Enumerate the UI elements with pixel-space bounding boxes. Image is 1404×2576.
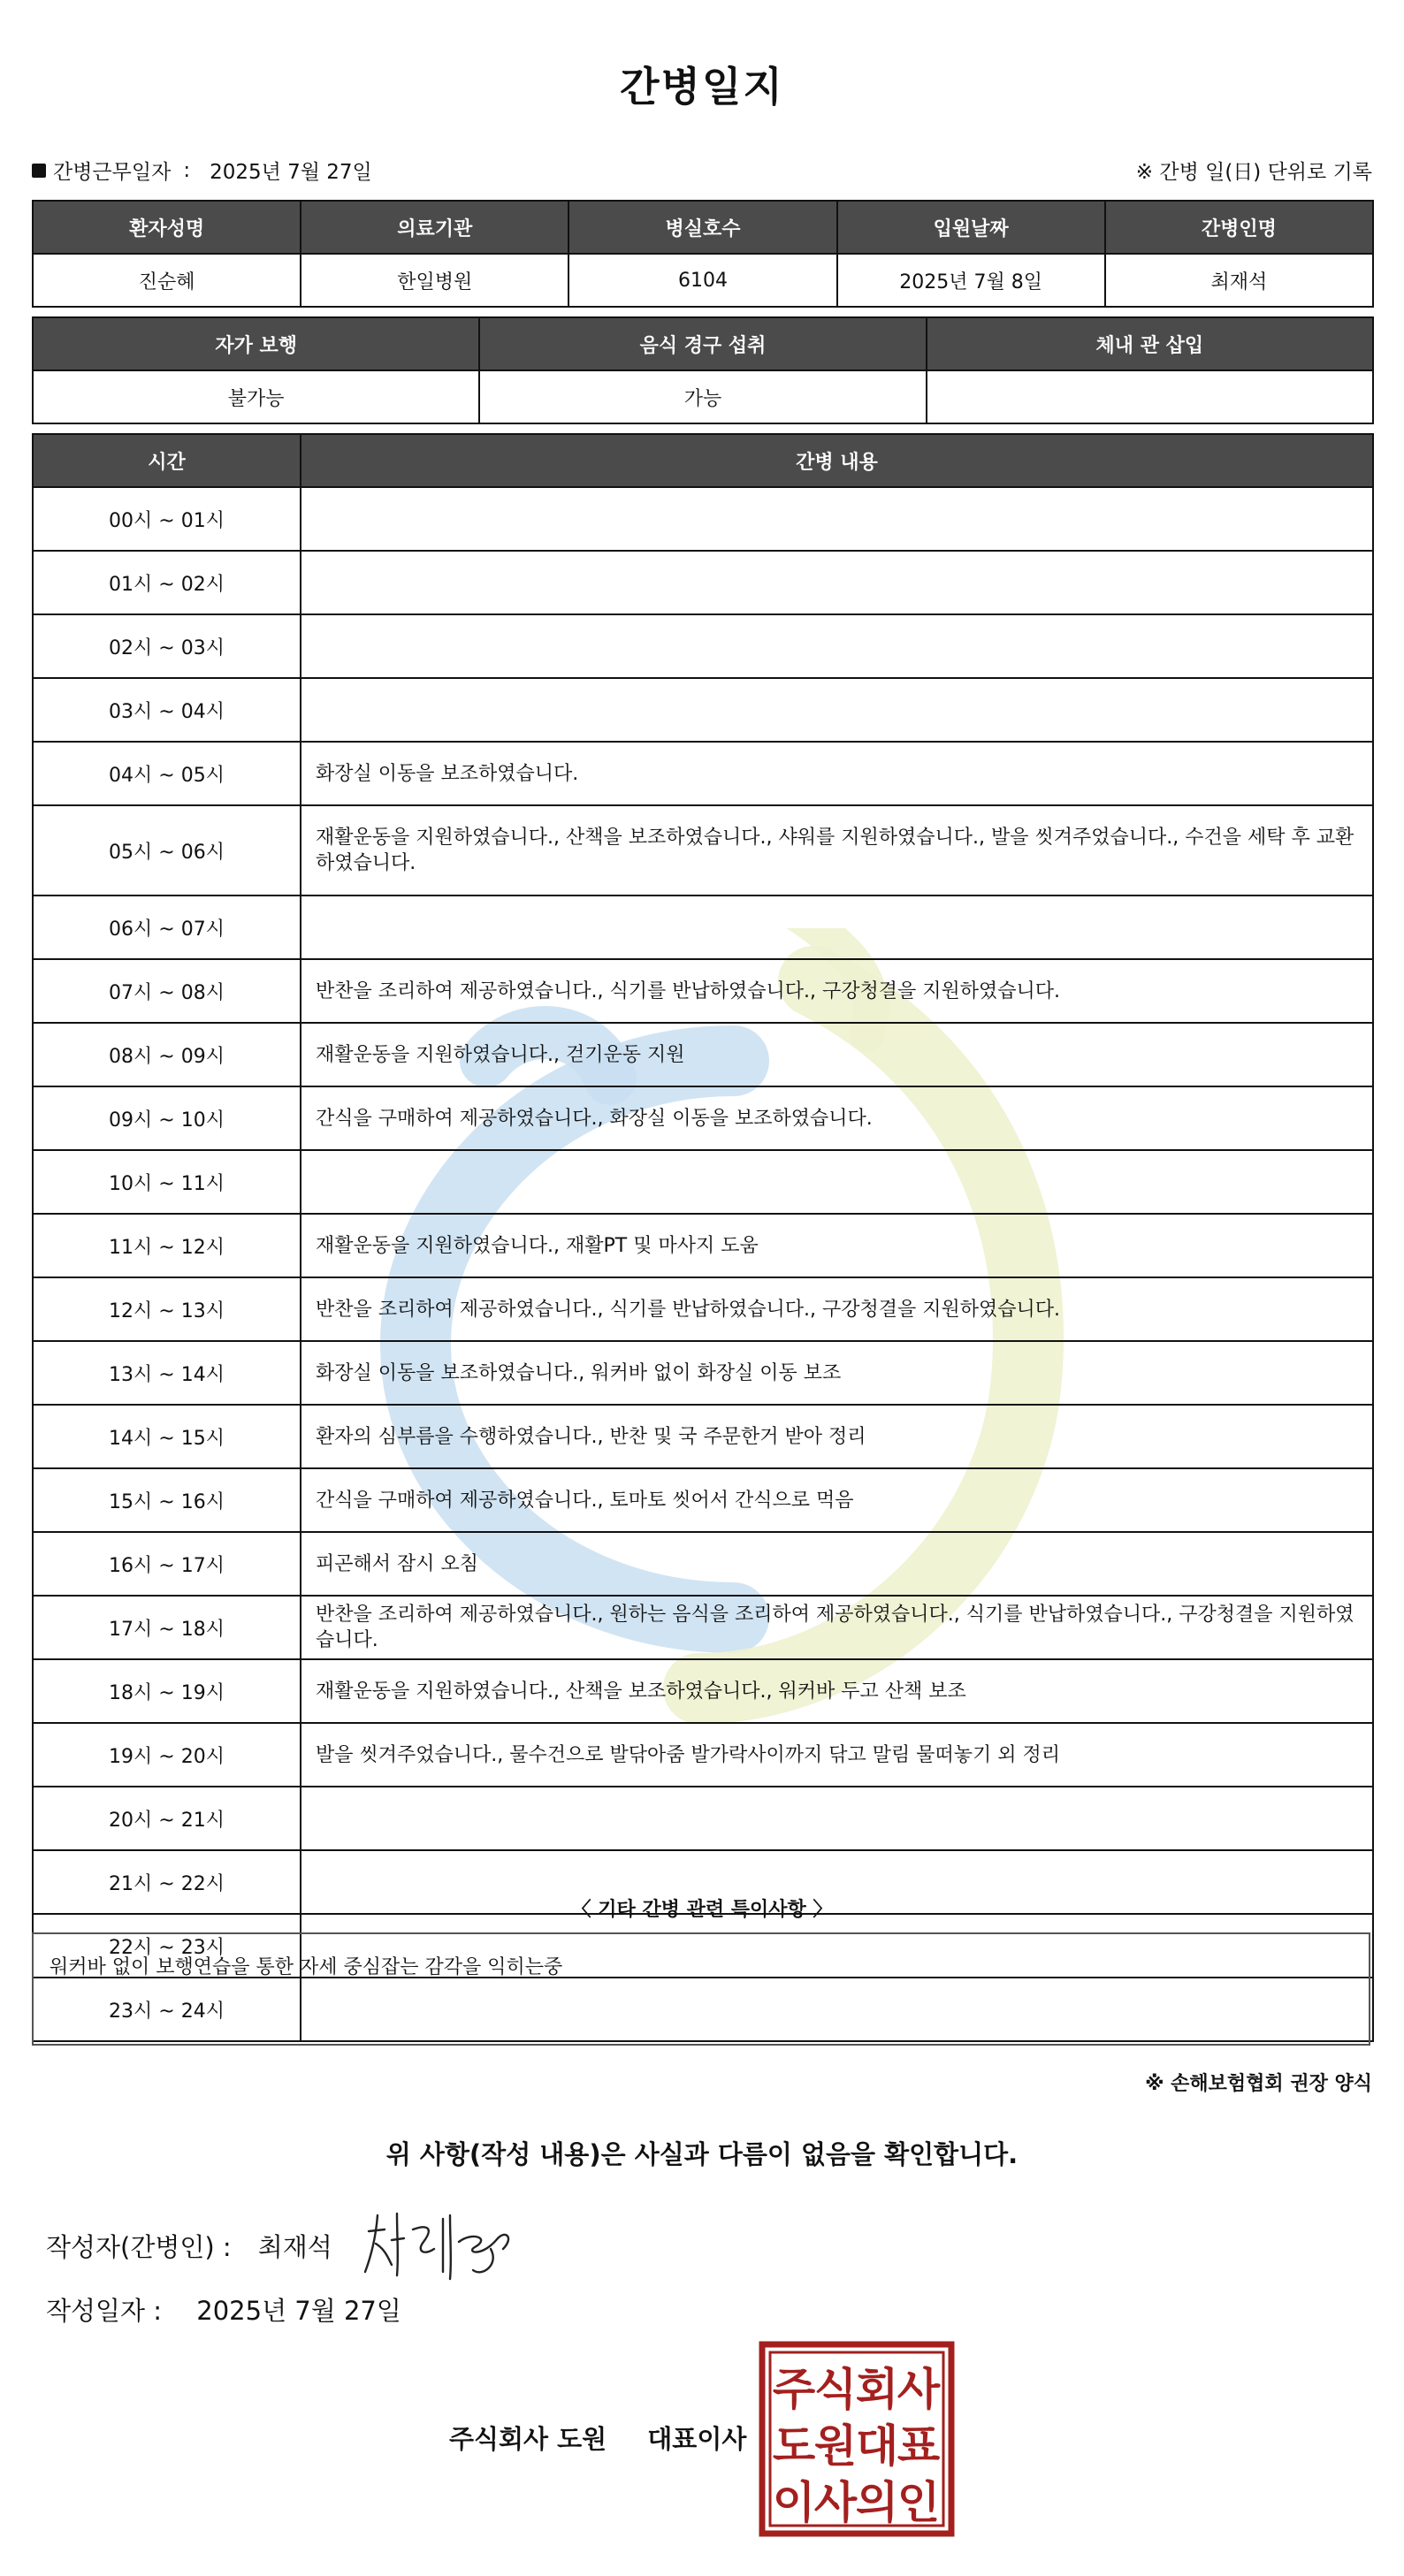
seal-character: 사 [813, 2477, 858, 2528]
log-content: 재활운동을 지원하였습니다., 산책을 보조하였습니다., 샤워를 지원하였습니다., 발을 씻겨주었습니다., 수건을 세탁 후 교환하였습니다. [301, 805, 1373, 896]
log-content: 간식을 구매하여 제공하였습니다., 화장실 이동을 보조하였습니다. [301, 1086, 1373, 1150]
log-content: 재활운동을 지원하였습니다., 재활PT 및 마사지 도움 [301, 1214, 1373, 1277]
patient-info-table [32, 200, 1374, 308]
log-header-row [33, 434, 1373, 487]
log-row [33, 1405, 1373, 1468]
log-body [33, 487, 1373, 2041]
company-name: 주식회사 도원 [449, 2424, 607, 2454]
log-row [33, 614, 1373, 678]
log-time: 18시 ~ 19시 [33, 1659, 301, 1723]
log-time: 02시 ~ 03시 [33, 614, 301, 678]
log-time: 10시 ~ 11시 [33, 1150, 301, 1214]
work-date-value: 2025년 7월 27일 [210, 161, 372, 184]
log-row [33, 896, 1373, 959]
admission-date: 2025년 7월 8일 [837, 254, 1105, 307]
log-row [33, 959, 1373, 1023]
log-time: 01시 ~ 02시 [33, 551, 301, 614]
write-date-line [46, 2291, 401, 2328]
log-content: 반찬을 조리하여 제공하였습니다., 식기를 반납하였습니다., 구강청결을 지원하였습니다. [301, 959, 1373, 1023]
log-time: 06시 ~ 07시 [33, 896, 301, 959]
status-header-row [33, 317, 1373, 370]
patient-header-row [33, 201, 1373, 254]
log-content: 반찬을 조리하여 제공하였습니다., 식기를 반납하였습니다., 구강청결을 지원하였습니다. [301, 1277, 1373, 1341]
log-row [33, 1277, 1373, 1341]
seal-character: 대 [855, 2420, 899, 2472]
log-content: 환자의 심부름을 수행하였습니다., 반찬 및 국 주문한거 받아 정리 [301, 1405, 1373, 1468]
log-time: 16시 ~ 17시 [33, 1532, 301, 1596]
work-date-colon: : [183, 158, 191, 182]
seal-character: 표 [897, 2420, 941, 2472]
signature-icon [358, 2203, 526, 2283]
notes-box [32, 1932, 1370, 2046]
seal-character: 도 [772, 2420, 816, 2472]
patient-name: 진순혜 [33, 254, 301, 307]
header-admission-date: 입원날짜 [837, 201, 1105, 254]
header-care-content: 간병 내용 [301, 434, 1373, 487]
log-content [301, 1150, 1373, 1214]
work-date-line [32, 156, 372, 185]
log-time: 09시 ~ 10시 [33, 1086, 301, 1150]
log-time: 11시 ~ 12시 [33, 1214, 301, 1277]
log-time: 19시 ~ 20시 [33, 1723, 301, 1787]
log-content: 간식을 구매하여 제공하였습니다., 토마토 씻어서 간식으로 먹음 [301, 1468, 1373, 1532]
seal-character: 인 [897, 2477, 941, 2528]
log-time: 03시 ~ 04시 [33, 678, 301, 742]
log-row [33, 1468, 1373, 1532]
seal-character: 의 [855, 2477, 899, 2528]
log-row [33, 1086, 1373, 1150]
log-time: 05시 ~ 06시 [33, 805, 301, 896]
log-time: 04시 ~ 05시 [33, 742, 301, 805]
write-date-value: 2025년 7월 27일 [196, 2296, 401, 2326]
log-row [33, 1596, 1373, 1659]
log-row [33, 1787, 1373, 1850]
log-content [301, 896, 1373, 959]
header-self-walking: 자가 보행 [33, 317, 479, 370]
header-room: 병실호수 [568, 201, 836, 254]
company-seal-icon [759, 2341, 955, 2537]
header-institution: 의료기관 [301, 201, 568, 254]
log-row [33, 1341, 1373, 1405]
log-content: 재활운동을 지원하였습니다., 걷기운동 지원 [301, 1023, 1373, 1086]
log-row [33, 742, 1373, 805]
self-walking-value: 불가능 [33, 370, 479, 423]
caregiver-name: 최재석 [1105, 254, 1373, 307]
form-footnote: ※ 손해보험협회 권장 양식 [1145, 2073, 1372, 2095]
log-time: 08시 ~ 09시 [33, 1023, 301, 1086]
log-content [301, 487, 1373, 551]
log-time: 00시 ~ 01시 [33, 487, 301, 551]
log-content [301, 1787, 1373, 1850]
unit-note: ※ 간병 일(日) 단위로 기록 [1135, 161, 1372, 184]
log-time: 23시 ~ 24시 [33, 1978, 301, 2041]
seal-character: 사 [897, 2364, 941, 2415]
writer-label: 작성자(간병인) : [46, 2232, 232, 2262]
log-time: 22시 ~ 23시 [33, 1914, 301, 1978]
seal-character: 식 [813, 2364, 858, 2415]
seal-character: 이 [772, 2477, 816, 2528]
notes-text: 워커바 없이 보행연습을 통한 자세 중심잡는 감각을 익히는중 [50, 1956, 563, 1978]
seal-character: 회 [855, 2364, 899, 2415]
log-row [33, 1023, 1373, 1086]
bullet-square-icon [32, 164, 46, 178]
writer-name: 최재석 [257, 2232, 332, 2262]
header-tube-insertion: 체내 관 삽입 [927, 317, 1373, 370]
log-content [301, 614, 1373, 678]
log-content: 재활운동을 지원하였습니다., 산책을 보조하였습니다., 워커바 두고 산책 보조 [301, 1659, 1373, 1723]
log-content: 반찬을 조리하여 제공하였습니다., 원하는 음식을 조리하여 제공하였습니다., 식기를 반납하였습니다., 구강청결을 지원하였습니다. [301, 1596, 1373, 1659]
company-representative: 대표이사 [647, 2424, 747, 2454]
work-date-label: 간병근무일자 [53, 161, 172, 184]
log-row [33, 551, 1373, 614]
writer-line [46, 2228, 332, 2264]
log-content: 피곤해서 잠시 오침 [301, 1532, 1373, 1596]
institution-name: 한일병원 [301, 254, 568, 307]
log-content [301, 551, 1373, 614]
log-row [33, 1150, 1373, 1214]
log-time: 15시 ~ 16시 [33, 1468, 301, 1532]
log-time: 21시 ~ 22시 [33, 1850, 301, 1914]
log-time: 14시 ~ 15시 [33, 1405, 301, 1468]
seal-character: 주 [772, 2364, 816, 2415]
log-time: 17시 ~ 18시 [33, 1596, 301, 1659]
header-time: 시간 [33, 434, 301, 487]
log-content: 화장실 이동을 보조하였습니다., 워커바 없이 화장실 이동 보조 [301, 1341, 1373, 1405]
patient-status-table [32, 316, 1374, 424]
company-line [449, 2420, 746, 2456]
log-time: 20시 ~ 21시 [33, 1787, 301, 1850]
seal-character: 원 [813, 2420, 858, 2472]
log-row [33, 1214, 1373, 1277]
header-oral-intake: 음식 경구 섭취 [479, 317, 926, 370]
log-content [301, 678, 1373, 742]
log-row [33, 678, 1373, 742]
log-row [33, 1723, 1373, 1787]
log-row [33, 487, 1373, 551]
log-row [33, 1532, 1373, 1596]
log-row [33, 805, 1373, 896]
status-value-row [33, 370, 1373, 423]
log-time: 12시 ~ 13시 [33, 1277, 301, 1341]
log-time: 13시 ~ 14시 [33, 1341, 301, 1405]
oral-intake-value: 가능 [479, 370, 926, 423]
document-title: 간병일지 [620, 63, 784, 111]
log-content: 발을 씻겨주었습니다., 물수건으로 발닦아줌 발가락사이까지 닦고 말림 물떠놓기 외 정리 [301, 1723, 1373, 1787]
patient-value-row [33, 254, 1373, 307]
care-log-table [32, 433, 1374, 2042]
room-number: 6104 [568, 254, 836, 307]
write-date-label: 작성일자 : [46, 2296, 163, 2326]
confirmation-statement: 위 사항(작성 내용)은 사실과 다름이 없음을 확인합니다. [385, 2139, 1019, 2169]
log-content: 화장실 이동을 보조하였습니다. [301, 742, 1373, 805]
header-patient-name: 환자성명 [33, 201, 301, 254]
tube-insertion-value [927, 370, 1373, 423]
header-caregiver: 간병인명 [1105, 201, 1373, 254]
notes-title: 〈 기타 간병 관련 특이사항 〉 [571, 1899, 833, 1921]
log-row [33, 1659, 1373, 1723]
log-time: 07시 ~ 08시 [33, 959, 301, 1023]
